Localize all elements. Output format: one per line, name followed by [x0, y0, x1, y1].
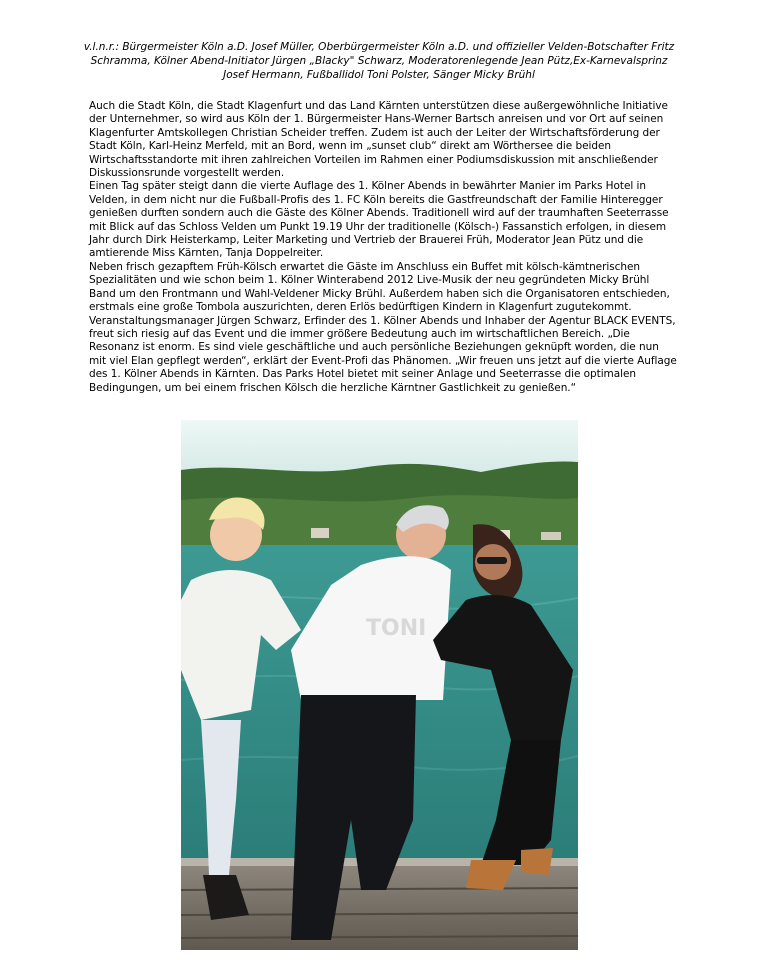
- paragraph: Veranstaltungsmanager Jürgen Schwarz, Erfinder des 1. Kölner Abends und Inhaber der Agentur BLACK EVENTS, freut sich riesig auf das Event und die immer größere Bedeutung auch im wirtschaftlichen Bereich. „Die Resonanz ist enorm. Es sind viele geschäftliche und auch persönliche Beziehungen geknüpft worden, die nun mit viel Elan gepflegt werden“, erklärt der Event-Profi das Phänomen. „Wir freuen uns jetzt auf die vierte Auflage des 1. Kölner Abends in Kärnten. Das Parks Hotel bietet mit seiner Anlage und Seeterrasse die optimalen Bedingungen, um bei einem frischen Kölsch die herzliche Kärntner Gastlichkeit zu genießen.“: [89, 314, 677, 394]
- article-body: [89, 100, 679, 395]
- paragraph: Einen Tag später steigt dann die vierte Auflage des 1. Kölner Abends in bewährter Manier im Parks Hotel in Velden, in dem nicht nur die Fußball-Profis des 1. FC Köln bereits die Gastfreundschaft der Familie Hinteregger genießen durften sondern auch die Gäste des Kölner Abends. Traditionell wird auf der traumhaften Seeterrasse mit Blick auf das Schloss Velden um Punkt 19.19 Uhr der traditionelle (Kölsch-) Fassanstich erfolgen, in diesem Jahr durch Dirk Heisterkamp, Leiter Marketing und Vertrieb der Brauerei Früh, Moderator Jean Pütz und die amtierende Miss Kärnten, Tanja Doppelreiter.: [89, 180, 669, 260]
- photo-caption: v.l.n.r.: Bürgermeister Köln a.D. Josef Müller, Oberbürgermeister Köln a.D. und offizieller Velden-Botschafter Fritz Schramma, Kölner Abend-Initiator Jürgen „Blacky" Schwarz, Moderatorenlegende Jean Pütz,Ex-Karnevalsprinz Josef Hermann, Fußballidol Toni Polster, Sänger Micky Brühl: [83, 41, 675, 81]
- shirt-print: TONI: [366, 616, 427, 641]
- paragraph: Auch die Stadt Köln, die Stadt Klagenfurt und das Land Kärnten unterstützen diese außergewöhnliche Initiative der Unternehmer, so wird aus Köln der 1. Bürgermeister Hans-Werner Bartsch anreisen und vor Ort auf seinen Klagenfurter Amtskollegen Christian Scheider treffen. Zudem ist auch der Leiter der Wirtschaftsförderung der Stadt Köln, Karl-Heinz Merfeld, mit an Bord, wenn im „sunset club“ direkt am Wörthersee die beiden Wirtschaftsstandorte mit ihren zahlreichen Vorteilen im Rahmen einer Podiumsdiskussion mit anschließender Diskussionsrunde vorgestellt werden.: [89, 100, 668, 180]
- paragraph: Neben frisch gezapftem Früh-Kölsch erwartet die Gäste im Anschluss ein Buffet mit kölsch-kämtnerischen Spezialitäten und wie schon beim 1. Kölner Winterabend 2012 Live-Musik der neu gegründeten Micky Brühl Band um den Frontmann und Wahl-Veldener Micky Brühl. Außerdem haben sich die Organisatoren entschieden, erstmals eine große Tombola auszurichten, deren Erlös bedürftigen Kindern in Klagenfurt zugutekommt.: [89, 260, 670, 314]
- event-photo: [181, 420, 578, 950]
